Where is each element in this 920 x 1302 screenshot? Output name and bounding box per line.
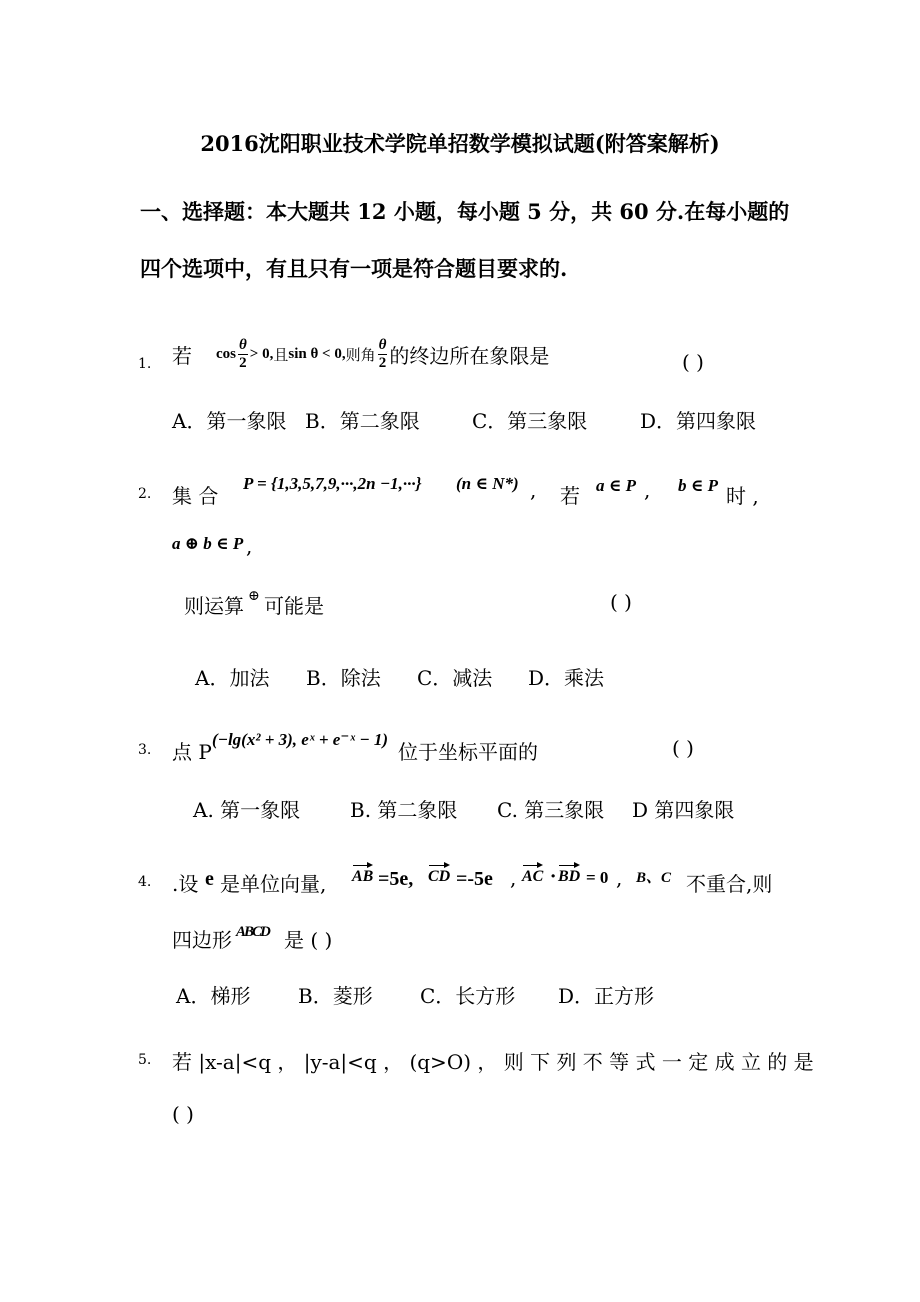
- q5-stem: 若 |x-a|<q ， |y-a|<q ， (q>O) ， 则 下 列 不 等 式 一 定 成 立 的 是: [172, 1050, 814, 1074]
- q1-frac-den-1: 2: [239, 355, 247, 371]
- q4-number: 4.: [138, 874, 152, 890]
- q5-number: 5.: [138, 1052, 152, 1068]
- q4-line2-prefix: 四边形: [172, 928, 232, 952]
- q2-option-d: D．乘法: [528, 666, 605, 690]
- q2-word-if: 若: [560, 484, 580, 508]
- q2-a-in-p: a ∈ P: [596, 476, 636, 495]
- q1-option-b: B．第二象限: [305, 409, 420, 433]
- q1-frac-num-1: θ: [239, 337, 247, 353]
- q4-eq2: =-5e: [456, 868, 493, 890]
- q3-point-formula: (−lg(x² + 3), eˣ + e⁻ˣ − 1): [212, 730, 389, 749]
- q4-text1: 是单位向量,: [220, 872, 327, 896]
- page-title: 2016沈阳职业技术学院单招数学模拟试题(附答案解析): [200, 131, 720, 156]
- q2-answer-blank: ( ): [610, 590, 632, 614]
- q4-option-a: A．梯形: [176, 984, 251, 1008]
- q3-number: 3.: [138, 742, 152, 758]
- q4-quad-abcd: ABCD: [236, 924, 269, 940]
- q3-suffix: 位于坐标平面的: [398, 740, 538, 764]
- q1-prefix: 若: [172, 344, 192, 368]
- q4-vec-ac-label: AC: [522, 868, 544, 885]
- q4-comma2: ,: [616, 866, 623, 890]
- q4-comma: ,: [510, 866, 517, 890]
- q4-vector-cd: [428, 868, 450, 886]
- q2-set-condition: (n ∈ N*): [456, 474, 519, 493]
- q2-prefix: 集 合: [172, 484, 219, 508]
- q1-sin: sin θ < 0,: [288, 346, 346, 362]
- q2-comma2: ,: [644, 478, 651, 502]
- q3-prefix: 点 P: [172, 740, 212, 764]
- q2-operator-symbol: ⊕: [248, 588, 260, 604]
- q4-text2: 不重合,则: [686, 872, 773, 896]
- q1-stem: [172, 338, 549, 371]
- q3-option-c: C. 第三象限: [497, 798, 605, 822]
- q3-option-a: A. 第一象限: [193, 798, 301, 822]
- q1-angle: 则角: [345, 346, 376, 364]
- q4-dot: ·: [550, 866, 557, 887]
- q1-option-c: C．第三象限: [472, 409, 588, 433]
- q2-comma3: ,: [246, 534, 253, 558]
- section-heading-line1: 一、选择题：本大题共 12 小题，每小题 5 分，共 60 分.在每小题的: [140, 199, 790, 224]
- q4-vec-cd-label: CD: [428, 868, 451, 885]
- q3-option-b: B. 第二象限: [350, 798, 458, 822]
- q2-option-c: C．减法: [417, 666, 493, 690]
- q1-frac-den-2: 2: [378, 355, 387, 371]
- q4-vector-ac: [522, 868, 543, 886]
- q4-option-b: B．菱形: [298, 984, 373, 1008]
- q2-op-formula: a ⊕ b ∈ P: [172, 534, 244, 553]
- q4-line2-suffix: 是 ( ): [284, 928, 333, 952]
- q4-points-bc: B、C: [636, 870, 672, 886]
- q2-option-b: B．除法: [306, 666, 381, 690]
- q2-b-in-p: b ∈ P: [678, 476, 718, 495]
- q4-option-c: C．长方形: [420, 984, 516, 1008]
- q1-cos: cos: [216, 346, 236, 362]
- q2-line2-prefix: 则运算: [184, 594, 244, 618]
- section-heading-line2: 四个选项中，有且只有一项是符合题目要求的.: [140, 256, 568, 281]
- q4-prefix: .设: [172, 872, 199, 896]
- q3-option-d: D 第四象限: [632, 798, 735, 822]
- q5-answer-blank: ( ): [172, 1102, 194, 1126]
- q3-answer-blank: ( ): [672, 736, 694, 760]
- q1-option-d: D．第四象限: [640, 409, 757, 433]
- q4-vec-bd-label: BD: [558, 868, 581, 885]
- q2-comma: ,: [530, 478, 537, 502]
- q4-vec-ab-label: AB: [352, 868, 374, 885]
- q1-gt-zero: > 0,: [249, 346, 274, 362]
- q1-answer-blank: ( ): [682, 350, 704, 374]
- q2-option-a: A．加法: [195, 666, 270, 690]
- q1-fraction-2: [378, 338, 388, 371]
- q1-option-a: A．第一象限: [172, 409, 287, 433]
- q2-line2-suffix: 可能是: [264, 594, 324, 618]
- q2-set-formula: P = {1,3,5,7,9,···,2n −1,···}: [243, 474, 422, 493]
- q1-suffix: 的终边所在象限是: [389, 344, 550, 368]
- q1-frac-num-2: θ: [378, 337, 387, 353]
- q4-vector-bd: [558, 868, 580, 886]
- q4-option-d: D．正方形: [558, 984, 655, 1008]
- q4-eq1: =5e,: [378, 868, 414, 890]
- q1-fraction-1: [238, 338, 248, 371]
- q2-number: 2.: [138, 486, 152, 502]
- q4-unit-e: e: [205, 868, 214, 890]
- q1-number: 1.: [138, 356, 152, 372]
- q4-eq3: = 0: [586, 868, 609, 887]
- q4-vector-ab: [352, 868, 373, 886]
- q2-word-when: 时 ,: [726, 484, 759, 508]
- q1-and: 且: [273, 346, 289, 364]
